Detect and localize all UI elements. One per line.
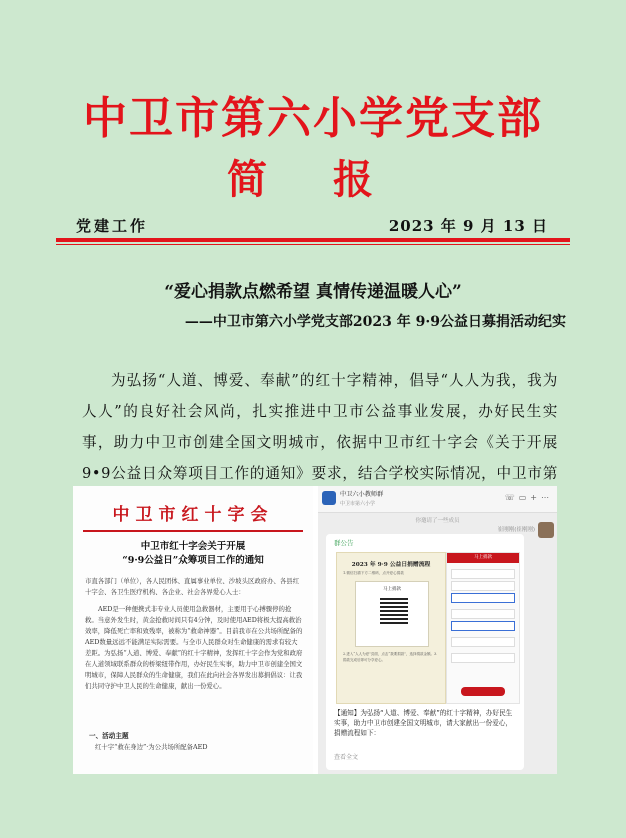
form-row	[451, 609, 515, 619]
form-row	[451, 569, 515, 579]
doc-paragraph-3: 红十字“救在身边”·为公共场所配备AED	[95, 743, 208, 751]
phone-screenshot	[318, 486, 557, 774]
group-tags: 中卫市第六小学	[340, 501, 376, 507]
announcement-card	[326, 534, 524, 770]
form-row	[451, 637, 515, 647]
donation-form	[446, 552, 520, 704]
chat-header	[318, 486, 557, 513]
poster-qr-box	[355, 581, 429, 647]
poster-footer: 2.进入“人人为爱”页面，点击“我要捐款”，选择捐款金额。3.捐款完成后即可分享爱心。	[343, 652, 438, 662]
form-row	[451, 593, 515, 603]
card-header: 群公告	[334, 539, 354, 547]
group-logo	[322, 491, 336, 505]
add-icon: +	[530, 493, 541, 502]
report-title: 中卫市第六小学党支部	[83, 93, 543, 144]
photo-collage	[73, 486, 557, 774]
donation-poster	[336, 552, 446, 704]
header-rule-thin	[56, 244, 570, 245]
video-icon: ▭	[518, 493, 531, 502]
form-row	[451, 621, 515, 631]
doc-section-heading: 一、活动主题	[89, 732, 129, 740]
doc-paragraph-2: AED是一种便携式非专业人员使用急救器材，主要用于心搏骤停的抢救。当意外发生时，黄金抢救时间只有4分钟，及时使用AED将极大提高救治效率，降低死亡率和致残率，被称为“救命神器”。目前我市在公共场所配备的AED数量远远不能满足实际需要。与全市人民群众对生命健康的需求有较大差距。为弘扬“人道、博爱、奉献”的红十字精神，发挥红十字会作为党和政府在人道领域联系群众的桥梁纽带作用，办好民生实事，助力中卫市创建全国文明城市，保障人民群众的生命健康，我们在此向社会各界发出募捐倡议：让我们共同守护中卫人民的生命健康，献出一份爱心。	[85, 605, 303, 690]
category-label: 党建工作	[76, 217, 149, 235]
report-type: 简 报	[227, 156, 399, 203]
doc-heading	[73, 540, 313, 568]
poster-label: 马上捐款	[383, 587, 401, 592]
article-subtitle: ——中卫市第六小学党支部2023 年 9·9公益日募捐活动纪实	[184, 314, 566, 330]
form-submit-button	[461, 687, 505, 696]
doc-org-title: 中卫市红十字会	[112, 505, 274, 525]
form-header: 马上捐款	[447, 553, 519, 563]
announcement-text: 【通知】为弘扬“人道、博爱、奉献”的红十字精神，办好民生实事，助力中卫市创建全国文明城市，请大家献出一份爱心，捐赠流程如下：	[334, 709, 513, 737]
group-name: 中卫六小教师群	[340, 491, 384, 498]
doc-paragraph-1: 市直各部门（单位），各人民团体、直属事业单位、沙坡头区政府办、各县红十字会、各卫生医疗机构、各企业、社会各界爱心人士：	[85, 577, 300, 596]
form-row	[451, 581, 515, 591]
doc-rule	[83, 530, 303, 532]
poster-instruction: 1.微信扫描下方二维码，点开爱心捐款	[343, 571, 404, 575]
system-message: 你邀请了一些成员	[415, 518, 460, 524]
form-row	[451, 653, 515, 663]
sender-name: 崔刚刚(崔刚刚)	[497, 527, 535, 533]
doc-heading-line1: 中卫市红十字会关于开展	[140, 541, 246, 552]
report-date: 2023 年 9 月 13 日	[388, 217, 548, 235]
chat-toolbar-icons	[505, 493, 553, 502]
sender-avatar	[538, 522, 554, 538]
phone-icon: ☏	[504, 493, 519, 502]
doc-heading-line2: “9·9公益日”众筹项目工作的通知	[122, 555, 264, 566]
header-rule-thick	[56, 238, 570, 242]
more-icon: ⋯	[541, 493, 553, 502]
see-full-text-link: 查看全文	[334, 754, 359, 761]
notice-document	[73, 486, 313, 774]
article-body: 为弘扬“人道、博爱、奉献”的红十字精神，倡导“人人为我，我为人人”的良好社会风尚，扎实推进中卫市公益事业发展，办好民生实事，助力中卫市创建全国文明城市，依据中卫市红十字会《关于开展9•9公益日众筹项目工作的通知》要求，结合学校实际情况，中卫市第	[82, 372, 558, 482]
poster-title: 2023 年 9·9 公益日捐赠流程	[351, 562, 431, 568]
article-title: “爱心捐款点燃希望 真情传递温暖人心”	[164, 282, 462, 302]
qr-code	[380, 596, 408, 624]
